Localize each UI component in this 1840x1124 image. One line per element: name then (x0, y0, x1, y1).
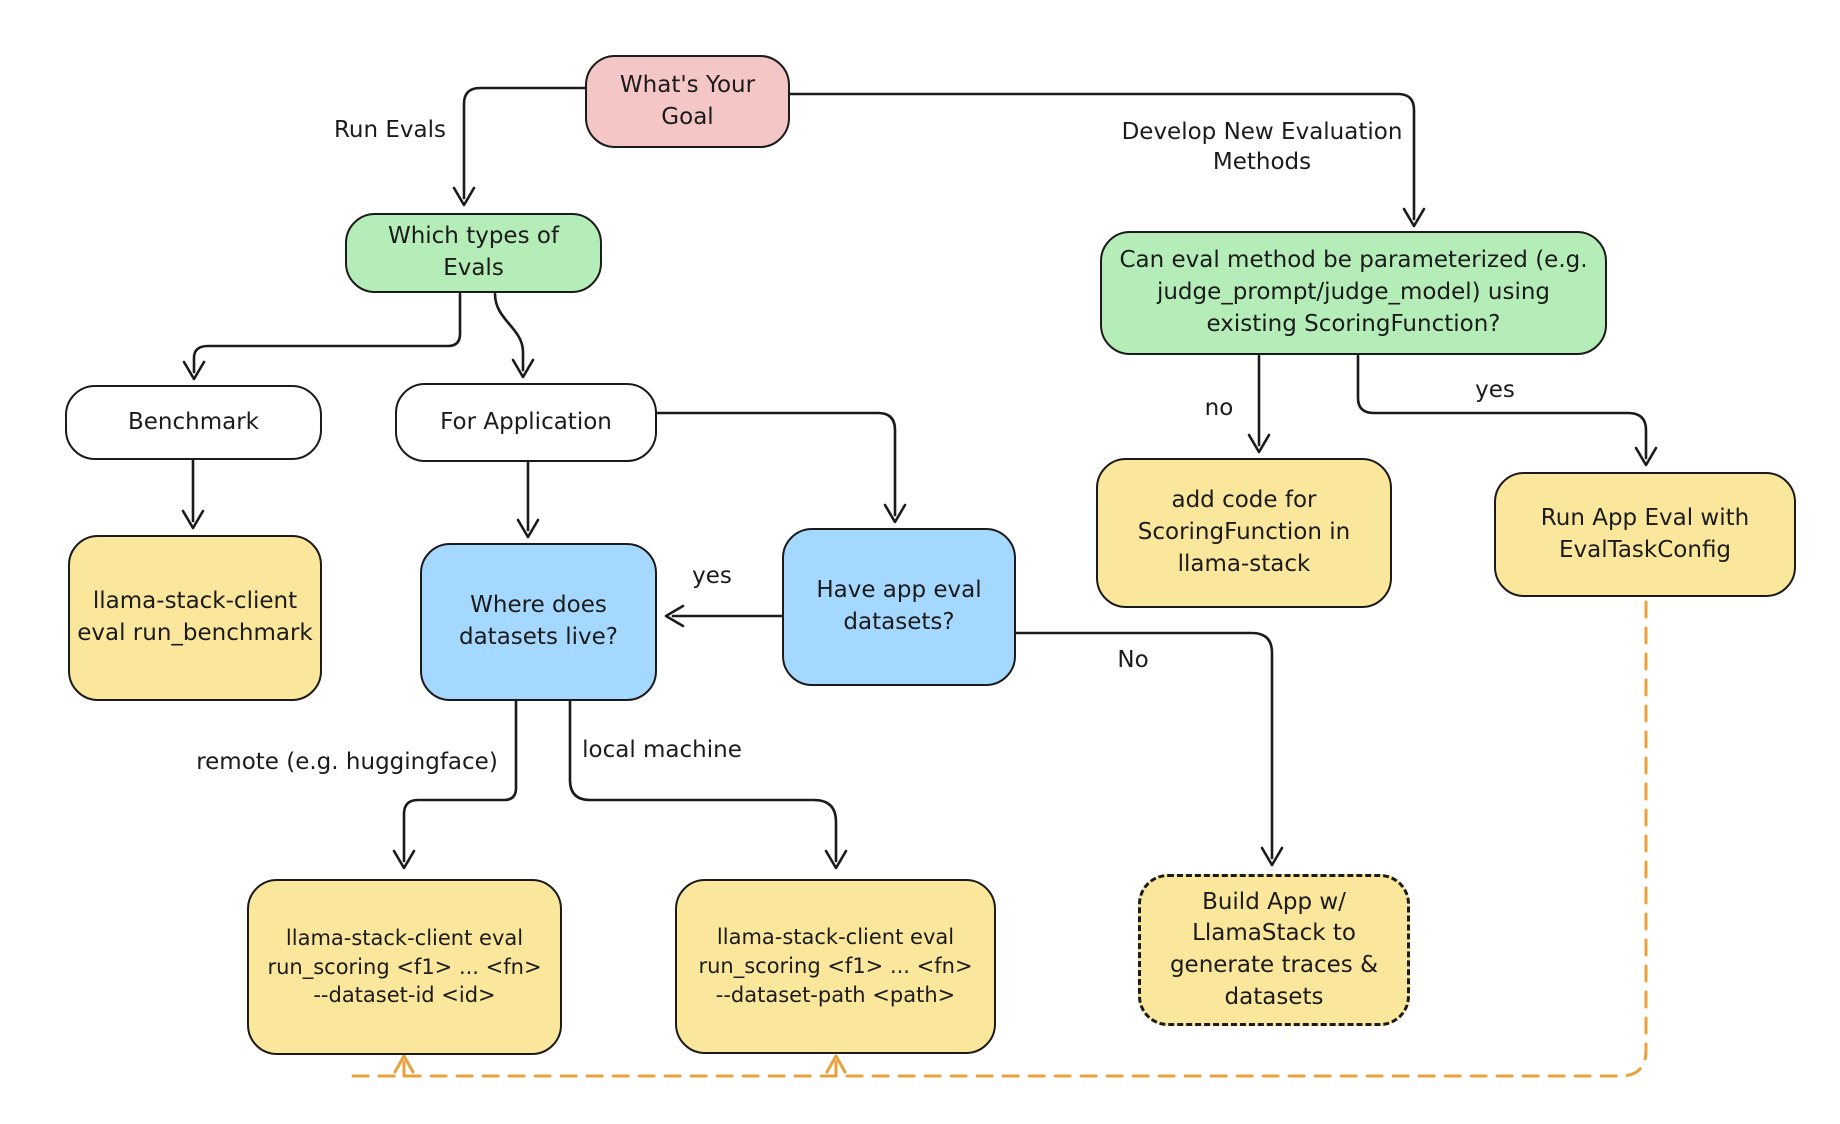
node-text-line: Evals (443, 255, 504, 281)
node-text-line: llama-stack-client eval (716, 925, 955, 950)
node-run-benchmark-command (68, 535, 322, 701)
edge-which-types-to-benchmark (184, 294, 460, 379)
node-text-line: run_scoring <f1> ... <fn> (267, 954, 542, 979)
node-text-line: LlamaStack to (1192, 920, 1356, 947)
node-for-application (395, 383, 657, 462)
node-text-line: Goal (661, 103, 714, 130)
label-run-evals: Run Evals (333, 117, 447, 144)
node-text-line: EvalTaskConfig (1558, 536, 1732, 563)
node-build-app-with-llamastack (1138, 874, 1410, 1026)
label-remote-huggingface: remote (e.g. huggingface) (196, 749, 498, 776)
node-text-line: Benchmark (127, 408, 259, 435)
node-whats-your-goal (585, 55, 790, 148)
node-text-line: llama-stack (1177, 550, 1311, 577)
edge-have-datasets-to-where-datasets (666, 606, 782, 626)
label-text-line: Methods (1212, 149, 1312, 175)
edge-for-application-to-where-datasets (518, 462, 538, 537)
edge-param-question-to-run-app-eval (1358, 356, 1656, 465)
node-text-line: Which types of (387, 223, 560, 250)
node-text-line: eval run_benchmark (77, 620, 313, 646)
node-run-scoring-dataset-id-command (247, 879, 562, 1055)
node-text-line: ScoringFunction in (1137, 519, 1351, 546)
node-text-line: Build App w/ (1202, 888, 1346, 915)
node-run-app-eval-with-evaltaskconfig (1494, 472, 1796, 597)
node-run-scoring-dataset-path-command (675, 879, 996, 1054)
node-have-app-eval-datasets (782, 528, 1016, 686)
label-yes-to-run-app-eval: yes (1475, 377, 1515, 404)
node-benchmark (65, 385, 322, 460)
edge-param-question-to-add-code (1249, 356, 1269, 452)
edge-where-datasets-to-run-scoring-path (570, 701, 846, 868)
node-text-line: --dataset-id <id> (313, 983, 496, 1008)
node-text-line: run_scoring <f1> ... <fn> (698, 954, 973, 979)
node-text-line: Can eval method be parameterized (e.g. (1119, 247, 1588, 274)
node-text-line: add code for (1171, 487, 1317, 514)
edge-for-application-to-have-datasets (657, 413, 905, 522)
label-text-line: Develop New Evaluation (1121, 119, 1403, 146)
node-where-does-datasets-live (420, 543, 657, 701)
node-text-line: datasets (1224, 983, 1324, 1010)
node-text-line: datasets live? (458, 624, 618, 650)
edge-where-datasets-to-run-scoring-id (394, 701, 516, 868)
label-no-to-build-app: No (1117, 647, 1149, 674)
edge-goal-to-which-types (454, 88, 585, 205)
node-text-line: Run App Eval with (1540, 504, 1750, 531)
node-text-line: Have app eval (816, 577, 982, 604)
node-text-line: datasets? (843, 609, 955, 635)
edge-which-types-to-for-application (495, 294, 533, 377)
label-no-to-add-code: no (1204, 395, 1234, 422)
node-text-line: For Application (440, 408, 612, 435)
edge-have-datasets-to-build-app (1016, 633, 1282, 865)
node-text-line: What's Your (619, 71, 756, 98)
label-yes-to-where-datasets: yes (692, 563, 732, 590)
node-text-line: llama-stack-client (92, 588, 298, 615)
node-which-types-of-evals (345, 213, 602, 293)
node-text-line: llama-stack-client eval (285, 925, 524, 950)
node-text-line: existing ScoringFunction? (1206, 310, 1501, 337)
node-text-line: generate traces & (1169, 952, 1379, 978)
node-can-eval-method-be-parameterized (1100, 231, 1607, 355)
node-add-code-for-scoring-function (1096, 458, 1392, 608)
label-develop-new-evaluation-methods (1122, 118, 1403, 178)
node-text-line: judge_prompt/judge_model) using (1156, 279, 1551, 306)
edge-benchmark-to-run-benchmark (183, 460, 203, 528)
label-local-machine: local machine (582, 737, 742, 764)
node-text-line: --dataset-path <path> (715, 982, 956, 1007)
node-text-line: Where does (470, 592, 607, 619)
